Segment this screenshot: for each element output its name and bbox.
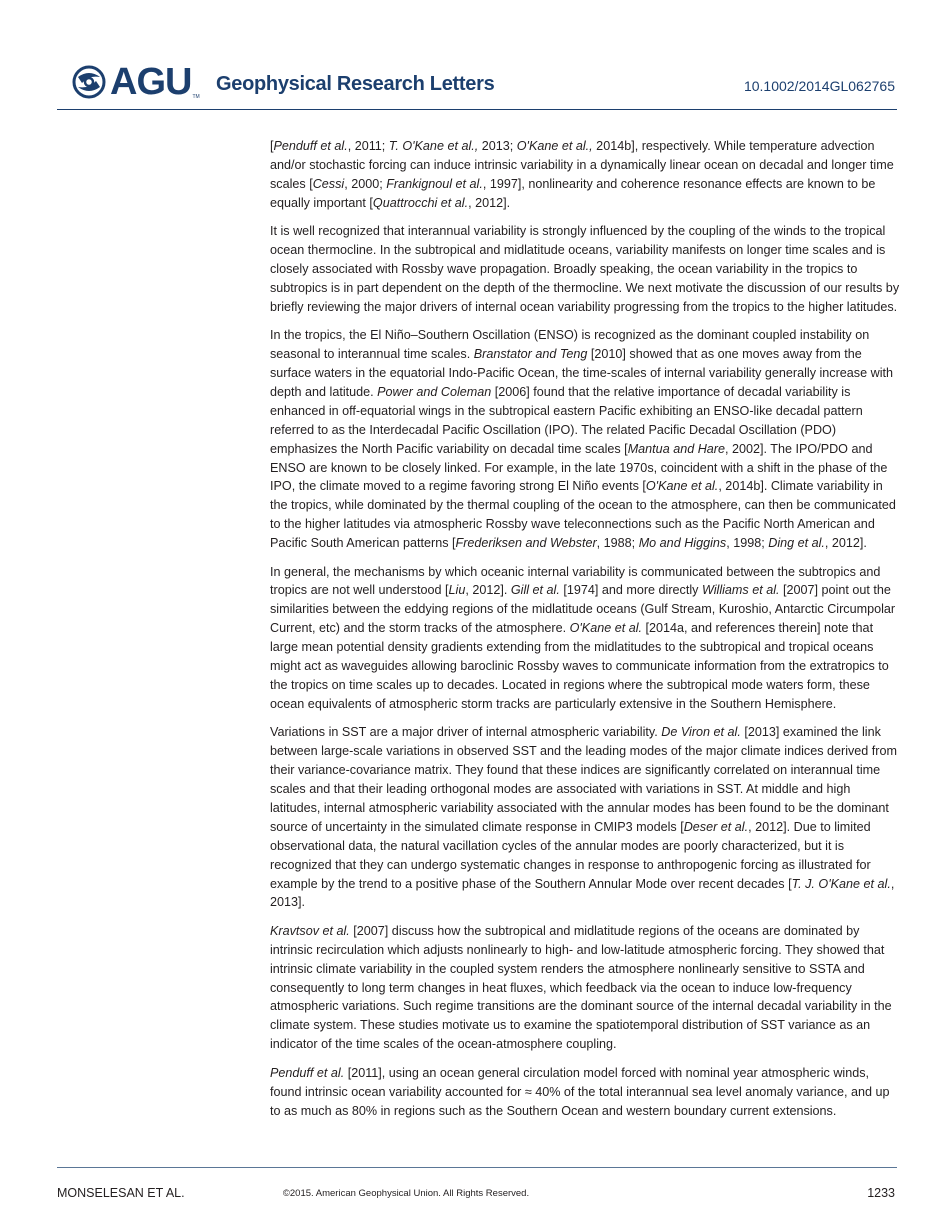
citation-author: O'Kane et al., [516, 139, 593, 153]
text-run: , 2000; [344, 176, 387, 191]
citation-author: Mo and Higgins [638, 536, 727, 551]
doi: 10.1002/2014GL062765 [743, 78, 895, 94]
text-run: , 1998; [726, 536, 769, 551]
citation-author: Ding et al. [768, 536, 825, 551]
text-run: [2006] found that the relative importance of decadal variability is enhanced in off-equatorial wings in the subtropical eastern Pacific exhibiting an ENSO-like decadal pattern referred to as the Interdecadal Pacific Oscillation (IPO). The related Pacific Decadal Oscillation (PDO) emphasizes the North Pacific variability on decadal time scales [ [270, 384, 863, 456]
paragraph [270, 326, 900, 553]
text-run: , 1997], nonlinearity and coherence resonance effects are known to be equally important [ [270, 176, 876, 210]
text-run: 2013; [478, 139, 517, 153]
citation-author: Frederiksen and Webster [455, 536, 597, 551]
text-run: [2011], using an ocean general circulation model forced with nominal year atmospheric winds, found intrinsic ocean variability accounted for ≈ 40% of the total interannual sea level anomaly variance, and up to as much as 80% in regions such as the Southern Ocean and western boundary current extensions. [270, 1065, 890, 1118]
paragraph [270, 137, 900, 213]
text-run: In general, the mechanisms by which oceanic internal variability is communicated between the subtropics and tropics are not well understood [ [270, 564, 881, 598]
text-run: , 2012]. Due to limited observational data, the natural vacillation cycles of the annular modes are poorly characterized, but it is recognized that they can undergo systematic changes in response to anthropogenic forcing as illustrated for example by the trend to a positive phase of the Southern Annular Mode over recent decades [ [270, 819, 871, 891]
page-number: 1233 [867, 1186, 895, 1200]
text-run: , 2002]. The IPO/PDO and ENSO are known to be closely linked. For example, in the late 1970s, coincident with a shift in the phase of the IPO, the climate moved to a regime favoring strong El Niño events [ [270, 441, 888, 494]
citation-author: Williams et al. [701, 583, 780, 598]
text-run: , 2012]. [824, 536, 867, 551]
citation-author: Kravtsov et al. [270, 923, 350, 938]
citation-author: Quattrocchi et al. [372, 195, 469, 210]
citation-author: Branstator and Teng [473, 347, 588, 362]
trademark: TM [192, 94, 200, 100]
footer-copyright-wrap [0, 1188, 812, 1199]
text-run: In the tropics, the El Niño–Southern Oscillation (ENSO) is recognized as the dominant coupled instability on seasonal to interannual time scales. [270, 328, 870, 362]
citation-author: Deser et al. [683, 819, 749, 834]
body-text [270, 137, 900, 1130]
text-run: Variations in SST are a major driver of internal atmospheric variability. [270, 725, 662, 740]
agu-emblem-icon [72, 65, 106, 99]
citation-author: O'Kane et al. [645, 479, 719, 494]
footer-divider [57, 1167, 897, 1168]
text-run: [2007] point out the similarities between the eddying regions of the midlatitude oceans (Gulf Stream, Kuroshio, Antarctic Circumpolar Current, etc) and the storm tracks of the atmosphere. [270, 583, 896, 636]
citation-author: Penduff et al. [270, 1065, 345, 1080]
text-run: , 2011; [347, 139, 389, 153]
citation-author: Gill et al. [510, 583, 560, 598]
citation-author: T. O'Kane et al., [388, 139, 479, 153]
agu-logo [72, 61, 200, 103]
text-run: 2014b], respectively. While temperature advection and/or stochastic forcing can induce intrinsic variability in a dynamically linear ocean on decadal and longer time scales [ [270, 139, 894, 191]
citation-author: Power and Coleman [377, 384, 492, 399]
citation-author: De Viron et al. [661, 725, 741, 740]
paragraph [270, 563, 900, 714]
citation-author: Liu [448, 583, 466, 598]
citation-author: T. J. O'Kane et al. [791, 876, 891, 891]
citation-author: O'Kane et al. [569, 621, 643, 636]
paragraph [270, 922, 900, 1054]
text-run: [ [270, 139, 274, 153]
text-run: [2013] examined the link between large-scale variations in observed SST and the leading modes of the major climate indices derived from their variance-covariance matrix. They found that these indices are significantly correlated on interannual time scales and that their leading orthogonal modes are associated with variations in SST. At middle and high latitudes, internal atmospheric variability associated with the annular modes has been found to be the dominant source of uncertainty in the simulated climate response in CMIP3 models [ [270, 725, 897, 834]
header-divider [57, 109, 897, 110]
text-run: [2007] discuss how the subtropical and midlatitude regions of the oceans are dominated by intrinsic recirculation which adjusts nonlinearly to high- and low-latitude atmospheric forcing. They showed that intrinsic climate variability in the coupled system renders the atmosphere nonlinearly sensitive to SSTA and consequently to long term changes in heat fluxes, which feedback via the ocean to induce low-frequency atmospheric variations. Such regime transitions are the dominant source of the internal decadal variability in the climate system. These studies motivate us to examine the spatiotemporal distribution of SST variance as an indicator of the time scales of the ocean-atmosphere coupling. [270, 923, 892, 1052]
text-run: [1974] and more directly [559, 583, 702, 598]
footer-copyright: ©2015. American Geophysical Union. All Rights Reserved. [282, 1188, 530, 1199]
paragraph [270, 1064, 900, 1121]
agu-logo-text: AGU [110, 61, 192, 103]
text-run: , 2014b]. Climate variability in the tropics, while dominated by the thermal coupling of the ocean to the atmosphere, can then be communicated to the higher latitudes via atmospheric Rossby wave teleconnections such as the Pacific North American and Pacific South American patterns [ [270, 479, 896, 551]
text-run: , 1988; [596, 536, 639, 551]
citation-author: Frankignoul et al. [386, 176, 483, 191]
footer-author: MONSELESAN ET AL. [57, 1186, 185, 1200]
citation-author: Penduff et al. [273, 139, 348, 153]
text-run: [2014a, and references therein] note that large mean potential density gradients extending from the midlatitudes to the subtropical and tropical oceans might act as waveguides allowing baroclinic Rossby waves to communicate information from the extratropics to the tropics on time scales up to decades. Located in regions where the subtropical mode waters form, these ocean equivalents of atmospheric storm tracks are particularly extensive in the Southern Hemisphere. [270, 621, 889, 711]
citation-author: Mantua and Hare [627, 441, 726, 456]
journal-title: Geophysical Research Letters [216, 73, 495, 95]
paragraph [270, 723, 900, 912]
text-run: , 2012]. [468, 195, 511, 210]
text-run: , 2012]. [465, 583, 511, 598]
text-run: [2010] showed that as one moves away from the surface waters in the equatorial Indo-Pacific Ocean, the time-scales of internal variability generally increase with depth and latitude. [270, 347, 893, 399]
citation-author: Cessi [312, 176, 345, 191]
text-run: It is well recognized that interannual variability is strongly influenced by the coupling of the winds to the tropical ocean thermocline. In the subtropical and midlatitude oceans, variability manifests on longer time scales and is closely associated with Rossby wave propagation. Broadly speaking, the ocean variability in the tropics to subtropics is in part dependent on the depth of the thermocline. We next motivate the discussion of our results by briefly reviewing the major drivers of internal ocean variability progressing from the tropics to the higher latitudes. [270, 224, 900, 314]
text-run: , 2013]. [270, 876, 895, 910]
paragraph [270, 222, 900, 317]
